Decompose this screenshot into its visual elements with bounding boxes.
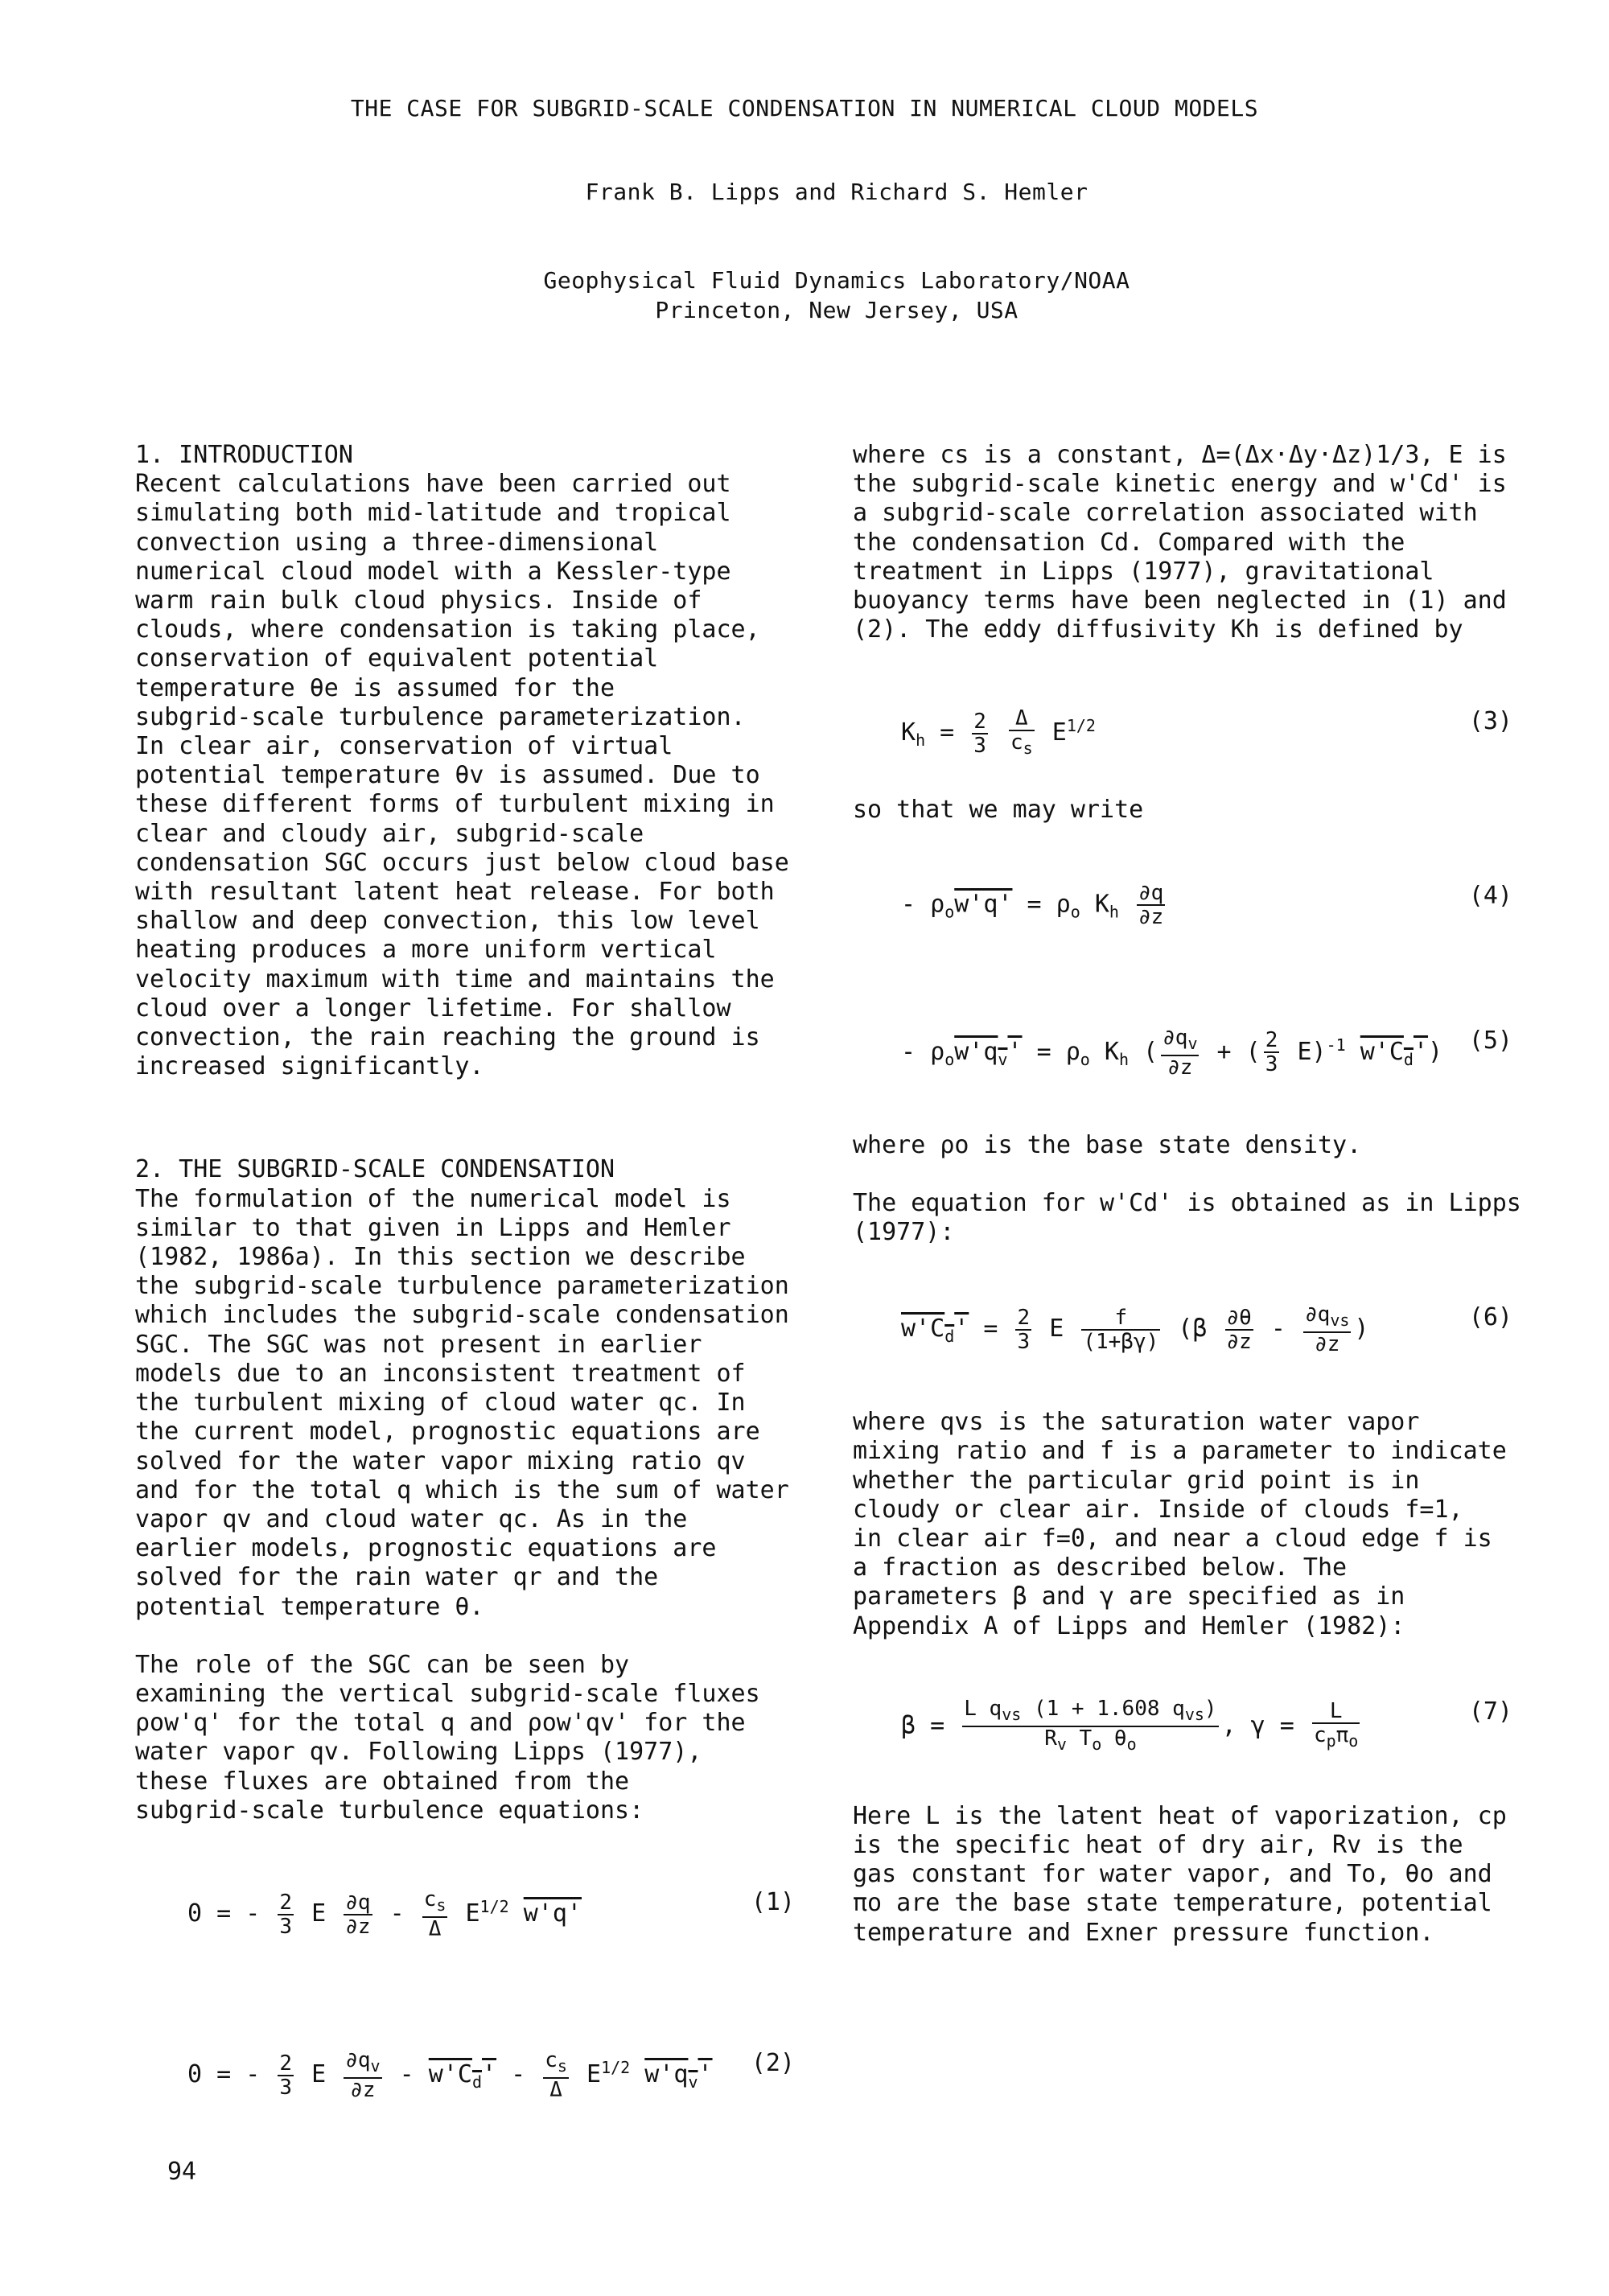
text-line: mixing ratio and f is a parameter to indicate xyxy=(853,1437,1507,1466)
text-line: In clear air, conservation of virtual xyxy=(135,732,673,761)
text-line: simulating both mid-latitude and tropical xyxy=(135,499,731,528)
text-line: parameters β and γ are specified as in xyxy=(853,1582,1405,1611)
text-line: examining the vertical subgrid-scale fluxes xyxy=(135,1679,760,1708)
text-line: Appendix A of Lipps and Hemler (1982): xyxy=(853,1611,1405,1640)
text-line: earlier models, prognostic equations are xyxy=(135,1534,717,1563)
text-line: gas constant for water vapor, and To, θo and xyxy=(853,1860,1492,1889)
text-line: in clear air f=0, and near a cloud edge f is xyxy=(853,1524,1492,1553)
text-line: vapor qv and cloud water qc. As in the xyxy=(135,1504,688,1533)
text-line: subgrid-scale turbulence parameterization. xyxy=(135,702,746,731)
text-line: convection, the rain reaching the ground is xyxy=(135,1023,760,1052)
equation-7: β = $\frac{L q_{vs} (1 + 1.608 q_{vs})}{R_v T_o \theta_o}$ , γ = $\frac{L}{c_p\pi_o}$ (7) xyxy=(901,1696,1512,1755)
equation-number: (6) xyxy=(1468,1303,1512,1332)
text-line: The equation for w'Cd' is obtained as in Lipps xyxy=(853,1188,1521,1217)
text-line: conservation of equivalent potential xyxy=(135,644,659,673)
text-line: which includes the subgrid-scale condensation xyxy=(135,1301,789,1330)
text-line: The formulation of the numerical model is xyxy=(135,1184,731,1213)
text-line: convection using a three-dimensional xyxy=(135,528,659,557)
text-line: temperature θe is assumed for the xyxy=(135,673,615,702)
text-line: water vapor qv. Following Lipps (1977), xyxy=(135,1738,702,1767)
text-line: Recent calculations have been carried out xyxy=(135,470,731,499)
affiliation-line: Princeton, New Jersey, USA xyxy=(655,297,1018,323)
equation-4: - $\rho_ow'q' = \rho_o$ $K_h$ $\frac{\partial q}{\partial z}$ (4) xyxy=(901,880,1512,929)
equation-3: $K_h$ = $\frac{2}{3}$ $\frac{\Delta}{c_s}$ $E^{1/2}$ (3) xyxy=(901,706,1512,759)
text-line: the condensation Cd. Compared with the xyxy=(853,528,1405,557)
equation-number: (4) xyxy=(1468,881,1512,910)
equation-number: (1) xyxy=(751,1887,795,1916)
text-line: The role of the SGC can be seen by xyxy=(135,1650,630,1679)
text-line: models due to an inconsistent treatment of xyxy=(135,1359,746,1388)
text-line: the current model, prognostic equations are xyxy=(135,1418,760,1446)
text-line: the turbulent mixing of cloud water qc. In xyxy=(135,1389,746,1418)
text-line: cloud over a longer lifetime. For shallow xyxy=(135,994,731,1023)
text-line: heating produces a more uniform vertical xyxy=(135,936,717,965)
text-line: shallow and deep convection, this low level xyxy=(135,907,760,936)
right-column xyxy=(853,441,1529,1948)
text-line: whether the particular grid point is in xyxy=(853,1466,1420,1495)
right-paragraph-1 xyxy=(853,441,1529,644)
text-line: (1977): xyxy=(853,1218,955,1247)
equation-1: 0 = - $\frac{2}{3}$ E $\frac{\partial q}{\partial z}$ - $\frac{c_s}{\Delta}$ $E^{1/2}$ w'q' (1) xyxy=(187,1887,795,1942)
text-line: where cs is a constant, Δ=(Δx·Δy·Δz)1/3, E is xyxy=(853,441,1507,469)
text-line: similar to that given in Lipps and Hemler xyxy=(135,1213,731,1242)
latent-heat-paragraph xyxy=(853,1802,1529,1948)
text-line: velocity maximum with time and maintains the xyxy=(135,965,775,994)
text-line: (2). The eddy diffusivity Kh is defined by xyxy=(853,615,1463,644)
text-line: warm rain bulk cloud physics. Inside of xyxy=(135,586,702,615)
equation-number: (7) xyxy=(1468,1697,1512,1726)
text-line: and for the total q which is the sum of water xyxy=(135,1475,789,1504)
text-line: Here L is the latent heat of vaporization, cp xyxy=(853,1801,1507,1830)
equation-number: (3) xyxy=(1468,707,1512,736)
text-line: a fraction as described below. The xyxy=(853,1553,1348,1582)
left-column xyxy=(135,441,811,2121)
qvs-paragraph xyxy=(853,1408,1529,1641)
text-line: solved for the water vapor mixing ratio qv xyxy=(135,1446,746,1475)
text-line: numerical cloud model with a Kessler-type xyxy=(135,557,731,586)
text-line: clouds, where condensation is taking place, xyxy=(135,615,760,644)
text-line: solved for the rain water qr and the xyxy=(135,1563,659,1592)
section-heading-sgc: 2. THE SUBGRID-SCALE CONDENSATION xyxy=(135,1155,615,1184)
sgc-paragraph-1 xyxy=(135,1185,811,1622)
section-heading-introduction: 1. INTRODUCTION xyxy=(135,441,353,469)
text-line: clear and cloudy air, subgrid-scale xyxy=(135,819,644,848)
paper-authors: Frank B. Lipps and Richard S. Hemler xyxy=(585,179,1088,205)
affiliation xyxy=(32,265,1609,325)
sgc-paragraph-2 xyxy=(135,1651,811,1825)
where-rho-line: where ρo is the base state density. xyxy=(853,1130,1362,1159)
text-line: buoyancy terms have been neglected in (1) and xyxy=(853,586,1507,615)
text-line: SGC. The SGC was not present in earlier xyxy=(135,1330,702,1359)
text-line: ρow'q' for the total q and ρow'qv' for the xyxy=(135,1709,746,1738)
text-line: πo are the base state temperature, potential xyxy=(853,1889,1492,1918)
introduction-paragraph xyxy=(135,470,811,1081)
text-line: increased significantly. xyxy=(135,1052,484,1081)
text-line: (1982, 1986a). In this section we describe xyxy=(135,1243,746,1272)
equation-6: $w'C_d'$ = $\frac{2}{3}$ E $\frac{f}{(1+\beta\gamma)}$ (β $\frac{\partial\theta}{\partial z}$ - $\frac{\partial q_{vs}}{\partial z}$ ) (6) xyxy=(901,1302,1512,1357)
equation-2: 0 = - $\frac{2}{3}$ E $\frac{\partial q_v}{\partial z}$ - $w'C_d'$ - $\frac{c_s}{\Delta}$ $E^{1/2}$ $w'q_v'$ (2) xyxy=(187,2047,795,2103)
page-number: 94 xyxy=(167,2158,197,2186)
text-line: the subgrid-scale turbulence parameterization xyxy=(135,1272,789,1301)
so-that-line: so that we may write xyxy=(853,796,1144,825)
equation-number: (2) xyxy=(751,2048,795,2077)
text-line: a subgrid-scale correlation associated with xyxy=(853,499,1478,528)
affiliation-line: Geophysical Fluid Dynamics Laboratory/NOAA xyxy=(543,267,1130,294)
text-line: potential temperature θv is assumed. Due to xyxy=(135,761,760,790)
text-line: subgrid-scale turbulence equations: xyxy=(135,1796,644,1825)
text-line: these different forms of turbulent mixing in xyxy=(135,790,775,819)
text-line: cloudy or clear air. Inside of clouds f=1, xyxy=(853,1495,1463,1524)
text-line: condensation SGC occurs just below cloud base xyxy=(135,848,789,877)
paper-title: THE CASE FOR SUBGRID-SCALE CONDENSATION IN NUMERICAL CLOUD MODELS xyxy=(350,95,1259,121)
text-line: temperature and Exner pressure function. xyxy=(853,1918,1434,1947)
equation-number: (5) xyxy=(1468,1026,1512,1055)
text-line: is the specific heat of dry air, Rv is the xyxy=(853,1831,1463,1860)
text-line: these fluxes are obtained from the xyxy=(135,1767,630,1796)
text-line: where qvs is the saturation water vapor xyxy=(853,1408,1420,1437)
text-line: potential temperature θ. xyxy=(135,1592,484,1621)
equation-5: - $\rho_ow'q_v' = \rho_o$ $K_h$ ( $\frac{\partial q_v}{\partial z}$ + ( $\frac{2}{3}$ E)$^{-1}$ $w'C_d'$) (5) xyxy=(901,1025,1512,1080)
text-line: treatment in Lipps (1977), gravitational xyxy=(853,557,1434,586)
equation-for-paragraph xyxy=(853,1189,1529,1247)
text-line: the subgrid-scale kinetic energy and w'Cd' is xyxy=(853,470,1507,499)
text-line: with resultant latent heat release. For both xyxy=(135,878,775,907)
